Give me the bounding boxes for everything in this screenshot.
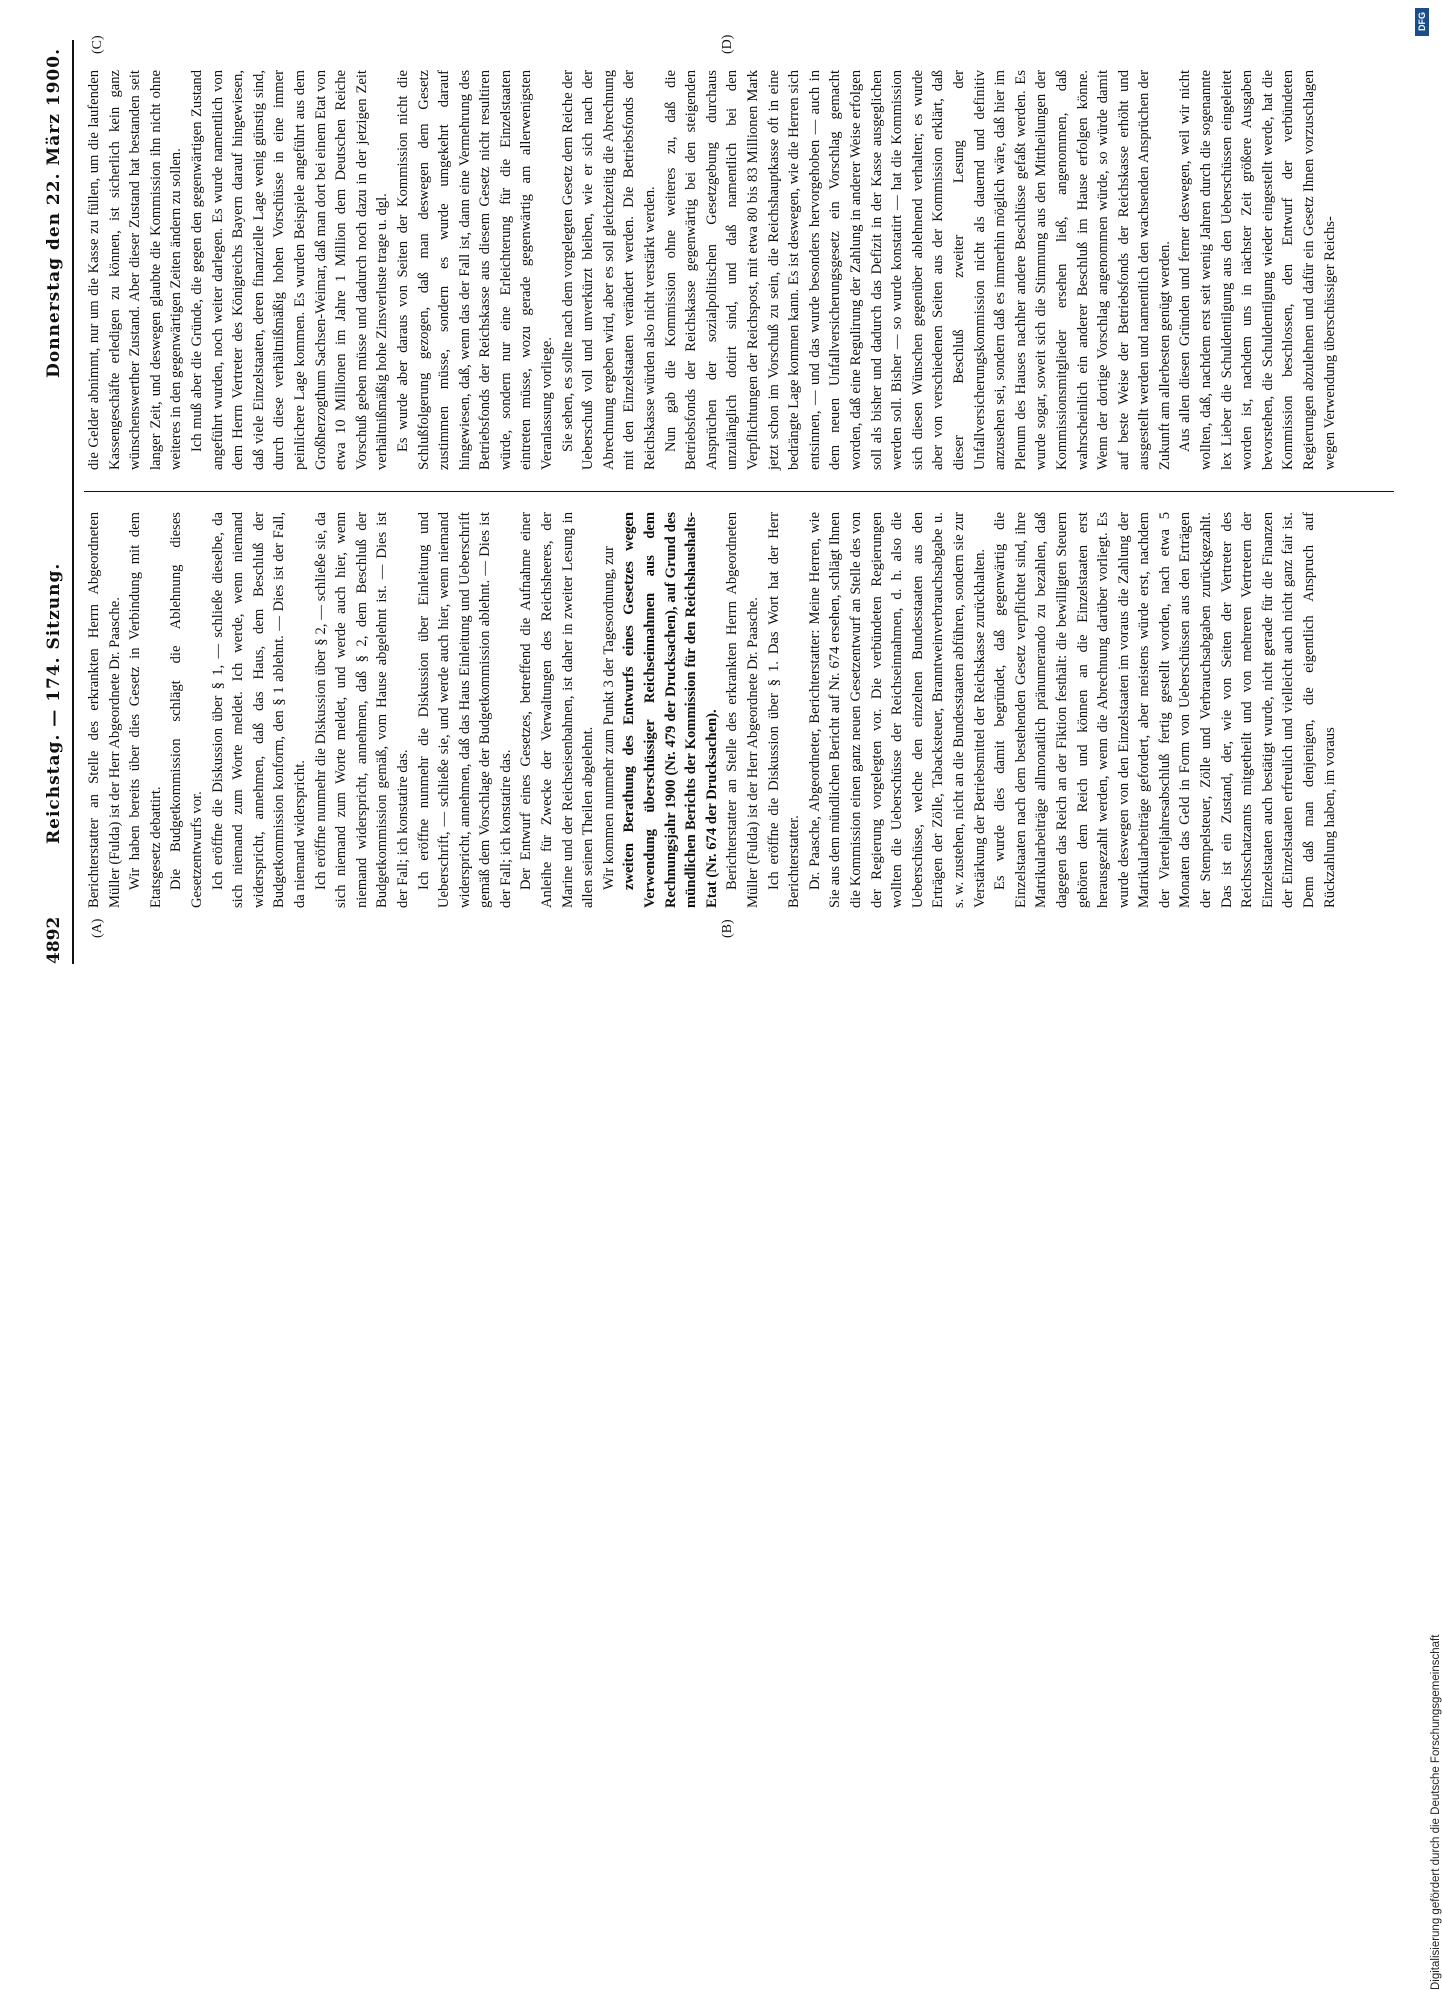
paragraph: Berichterstatter an Stelle des erkrankten Herrn Abgeordneten Müller (Fulda) ist der Herr Abgeordnete Dr. Paasche. — [724, 512, 761, 908]
header-rule — [72, 40, 74, 964]
paragraph: Ich eröffne nunmehr die Diskussion über Einleitung und Ueberschrift, — schließe sie, und werde auch hier, wenn niemand widerspricht, annehmen, daß das Haus Einleitung und Ueberschrift gemäß dem Vorschlage der Budgetkommission ablehnt. — Dies ist der Fall; ich konstatire das. — [415, 512, 514, 908]
digitization-sidebar — [1412, 0, 1442, 1990]
paragraph: Aus allen diesen Gründen und ferner deswegen, weil wir nicht wollten, daß, nachdem erst seit wenig Jahren durch die sogenannte lex Lieber die Schuldentilgung aus den Ueberschüssen eingeleitet worden ist, nachdem uns in nächster Zeit größere Ausgaben bevorstehen, die Schuldentilgung wieder eingestellt werde, hat die Kommission beschlossen, den Entwurf der verbündeten Regierungen abzulehnen und dafür ein Gesetz Ihnen vorzuschlagen wegen Verwendung überschüssiger Reichs- — [1177, 70, 1338, 470]
paragraph: Nun gab die Kommission ohne weiteres zu, daß die Betriebsfonds der Reichskasse gegenwärtig bei den steigenden Ansprüchen der sozialpolitischen Gesetzgebung durchaus unzulänglich dotirt sind, und daß namentlich bei den Verpflichtungen der Reichspost, mit etwa 80 bis 83 Millionen Mark jetzt schon im Vorschuß zu sein, die Reichshauptkasse oft in eine bedrängte Lage kommen kann. Es ist deswegen, wie die Herren sich entsinnen, — und das wurde besonders hervorgehoben — auch in dem neuen Unfallversicherungsgesetz ein Vorschlag gemacht worden, daß eine Regulirung der Zahlung in anderer Weise erfolgen soll als bisher und dadurch das Defizit in der Kasse ausgeglichen werden soll. Bisher — so wurde konstatirt — hat die Kommission sich diesen Wünschen gegenüber ablehnend verhalten; es wurde aber von verschiedenen Seiten aus der Kommission erklärt, daß dieser Beschluß zweiter Lesung der Unfallversicherungskommission nicht als dauernd und definitiv anzusehen sei, sondern daß es immerhin möglich wäre, daß hier im Plenum des Hauses nachher andere Beschlüsse gefaßt werden. Es wurde sogar, soweit sich die Stimmung aus den Mittheilungen der Kommissionsmitglieder ersehen ließ, angenommen, daß wahrscheinlich ein anderer Beschluß im Hause erfolgen könne. Wenn der dortige Vorschlag angenommen würde, so würde damit auf beste Weise der Betriebsfonds der Reichskasse erhöht und ausgestellt werden und namentlich den wachsenden Ansprüchen der Zukunft am allerbesten genügt werden. — [662, 70, 1173, 470]
rotated-page-content — [0, 0, 1434, 1000]
paragraph: Es wurde dies damit begründet, daß gegenwärtig die Einzelstaaten nach dem bestehenden Gesetz verpflichtet sind, ihre Matrikularbeiträge allmonatlich pränumerando zu bezahlen, daß dagegen das Reich an der Fiktion festhält: die bewilligten Steuern gehören dem Reich und können an die Einzelstaaten erst herausgezahlt werden, wenn die Abrechnung darüber vorliegt. Es wurde deswegen von den Einzelstaaten im voraus die Zahlung der Matrikularbeiträge gefordert, aber meistens würde erst, nachdem der Vierteljahresabschluß fertig gestellt worden, nach etwa 5 Monaten das Geld in Form von Ueberschüssen aus den Erträgen der Stempelsteuer, Zölle und Verbrauchsabgaben zurückgezahlt. Das ist ein Zustand, der, wie von Seiten der Vertreter des Reichsschatzamts mitgetheilt und von mehreren Vertretern der Einzelstaaten auch bestätigt wurde, nicht gerade für die Finanzen der Einzelstaaten erfreulich und vielleicht auch nicht ganz fair ist. Denn daß man denjenigen, die eigentlich Anspruch auf Rückzahlung haben, im voraus — [992, 512, 1338, 908]
paragraph: Dr. Paasche, Abgeordneter, Berichterstatter: Meine Herren, wie Sie aus dem mündlichen Bericht auf Nr. 674 ersehen, schlägt Ihnen die Kommission einen ganz neuen Gesetzentwurf an Stelle des von der Regierung vorgelegten vor. Die verbündeten Regierungen wollten die Ueberschüsse der Reichseinnahmen, d. h. also die Ueberschüsse, welche den einzelnen Bundesstaaten aus den Erträgen der Zölle, Tabacksteuer, Branntweinverbrauchsabgabe u. s. w. zustehen, nicht an die Bundesstaaten abführen, sondern sie zur Verstärkung der Betriebsmittel der Reichskasse zurückhalten. — [806, 512, 988, 908]
margin-marker-b: (B) — [720, 919, 735, 938]
paragraph: Ich eröffne nunmehr die Diskussion über § 2, — schließe sie, da sich niemand zum Worte meldet, und werde auch hier, wenn niemand widerspricht, annehmen, daß § 2, dem Beschluß der Budgetkommission gemäß, vom Hause abgelehnt ist. — Dies ist der Fall; ich konstatire das. — [312, 512, 411, 908]
paragraph: Es wurde aber daraus von Seiten der Kommission nicht die Schlußfolgerung gezogen, daß man deswegen dem Gesetz zustimmen müsse, sondern es wurde umgekehrt darauf hingewiesen, daß, wenn das der Fall ist, dann eine Vermehrung des Betriebsfonds der Reichskasse aus diesem Gesetz nicht resultiren würde, sondern nur eine Erleichterung für die Einzelstaaten eintreten müsse, wozu gerade gegenwärtig am allerwenigsten Veranlassung vorliege. — [394, 70, 556, 470]
margin-marker-d: (D) — [720, 34, 735, 54]
paragraph: Wir kommen nunmehr zum Punkt 3 der Tagesordnung, zur — [600, 546, 617, 890]
agenda-item-heading: zweiten Berathung des Entwurfs eines Gesetzes wegen Verwendung überschüssiger Reichseinnahmen aus dem Rechnungsjahr 1900 (Nr. 479 der Drucksachen), auf Grund des mündlichen Berichts der Kommission für den Reichshaushalts-Etat (Nr. 674 der Drucksachen). — [621, 512, 720, 908]
margin-marker-c: (C) — [90, 35, 105, 54]
paragraph: Berichterstatter an Stelle des erkrankten Herrn Abgeordneten Müller (Fulda) ist der Herr Abgeordnete Dr. Paasche. — [86, 512, 123, 908]
paragraph: Ich muß aber die Gründe, die gegen den gegenwärtigen Zustand angeführt wurden, noch weiter darlegen. Es wurde namentlich von dem Herrn Vertreter des Königreichs Bayern darauf hingewiesen, daß viele Einzelstaaten, deren finanzielle Lage wenig günstig sind, durch diese verhältnißmäßig hohen Vorschüsse in eine immer peinlichere Lage kommen. Es wurden Beispiele angeführt aus dem Großherzogthum Sachsen-Weimar, daß man dort bei einem Etat von etwa 10 Millionen im Jahre 1 Million dem Deutschen Reiche Vorschuß geben müsse und dadurch noch dazu in der jetzigen Zeit verhältnißmäßig hohe Zinsverluste trage u. dgl. — [188, 70, 391, 470]
funding-note: Digitalisierung gefördert durch die Deutsche Forschungsgemeinschaft — [1430, 1634, 1442, 1990]
left-column — [84, 512, 1394, 908]
session-date: Donnerstag den 22. März 1900. — [44, 48, 64, 378]
right-column — [84, 70, 1394, 470]
running-header — [40, 40, 70, 964]
paragraph: Ich eröffne die Diskussion über § 1. Das Wort hat der Herr Berichterstatter. — [765, 512, 803, 908]
paragraph: Die Budgetkommission schlägt die Ablehnung dieses Gesetzentwurfs vor. — [168, 512, 205, 908]
paragraph: Ich eröffne die Diskussion über § 1, — schließe dieselbe, da sich niemand zum Worte meldet. Ich werde, wenn niemand widerspricht, annehmen, daß das Haus, dem Beschluß der Budgetkommission konform, den § 1 ablehnt. — Dies ist der Fall, da niemand widerspricht. — [209, 512, 308, 908]
paragraph: die Gelder abnimmt, nur um die Kasse zu füllen, um die laufenden Kassengeschäfte erledigen zu können, ist sicherlich kein ganz wünschenswerther Zustand. Aber dieser Zustand hat bestanden seit langer Zeit, und deswegen glaubte die Kommission ihn nicht ohne weiteres in den gegenwärtigen Zeiten ändern zu sollen. — [86, 70, 185, 470]
session-title: Reichstag. — 174. Sitzung. — [44, 562, 64, 844]
column-divider — [84, 491, 1394, 492]
margin-marker-a: (A) — [90, 918, 105, 938]
dfg-logo: DFG — [1415, 8, 1429, 36]
paragraph: Der Entwurf eines Gesetzes, betreffend die Aufnahme einer Anleihe für Zwecke der Verwaltungen des Reichsheeres, der Marine und der Reichseisenbahnen, ist daher in zweiter Lesung in allen seinen Theilen abgelehnt. — [518, 512, 597, 908]
paragraph: Wir haben bereits über dies Gesetz in Verbindung mit dem Etatsgesetz debattirt. — [127, 512, 164, 908]
paragraph: Sie sehen, es sollte nach dem vorgelegten Gesetz dem Reiche der Ueberschuß voll und unverkürzt bleiben, wie er sich nach der Abrechnung ergeben wird, aber es soll gleichzeitig die Abrechnung mit den Einzelstaaten verändert werden. Die Betriebsfonds der Reichskasse würden also nicht verstärkt werden. — [559, 70, 659, 470]
page-number: 4892 — [44, 916, 64, 964]
